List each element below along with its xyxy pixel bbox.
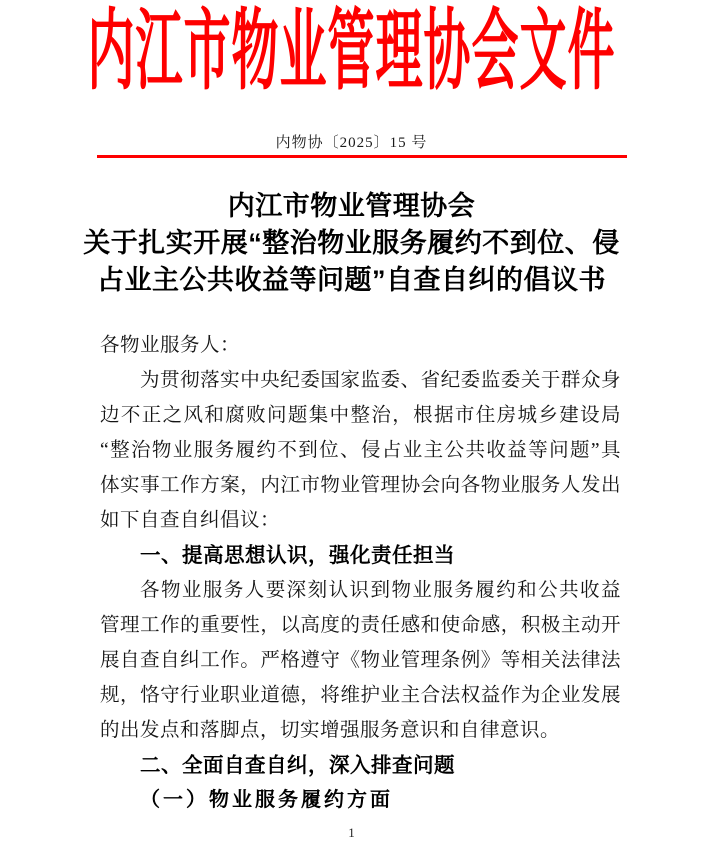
body-line: 边不正之风和腐败问题集中整治，根据市住房城乡建设局 (100, 405, 621, 426)
body-line: 规，恪守行业职业道德，将维护业主合法权益作为企业发展 (100, 685, 621, 706)
body-line: 展自查自纠工作。严格遵守《物业管理条例》等相关法律法 (100, 650, 621, 671)
section-heading: 一、提高思想认识，强化责任担当 (140, 544, 455, 567)
document-number: 内物协〔2025〕15 号 (275, 135, 428, 151)
body-line: 各物业服务人： (100, 335, 241, 356)
subsection-heading: （一）物业服务履约方面 (140, 789, 393, 811)
page-number: 1 (348, 825, 355, 840)
body-line: 各物业服务人要深刻认识到物业服务履约和公共收益 (140, 580, 621, 601)
document-title-line-2: 关于扎实开展“整治物业服务履约不到位、侵 (83, 228, 620, 258)
body-line: 为贯彻落实中央纪委国家监委、省纪委监委关于群众身 (140, 370, 621, 391)
body-line: 如下自查自纠倡议： (100, 510, 281, 531)
red-divider-line (97, 155, 627, 158)
body-line: 管理工作的重要性，以高度的责任感和使命感，积极主动开 (100, 615, 621, 636)
body-line: 体实事工作方案，内江市物业管理协会向各物业服务人发出 (100, 475, 621, 496)
document-title (40, 188, 663, 299)
document-body (100, 328, 621, 818)
section-heading: 二、全面自查自纠，深入排查问题 (140, 754, 455, 777)
body-line: 的出发点和落脚点，切实增强服务意识和自律意识。 (100, 720, 561, 741)
document-title-line-3: 占业主公共收益等问题”自查自纠的倡议书 (97, 265, 606, 295)
document-title-line-1: 内江市物业管理协会 (227, 191, 476, 221)
letterhead-title: 内江市物业管理协会文件 (87, 0, 616, 100)
body-line: “整治物业服务履约不到位、侵占业主公共收益等问题”具 (100, 440, 621, 461)
